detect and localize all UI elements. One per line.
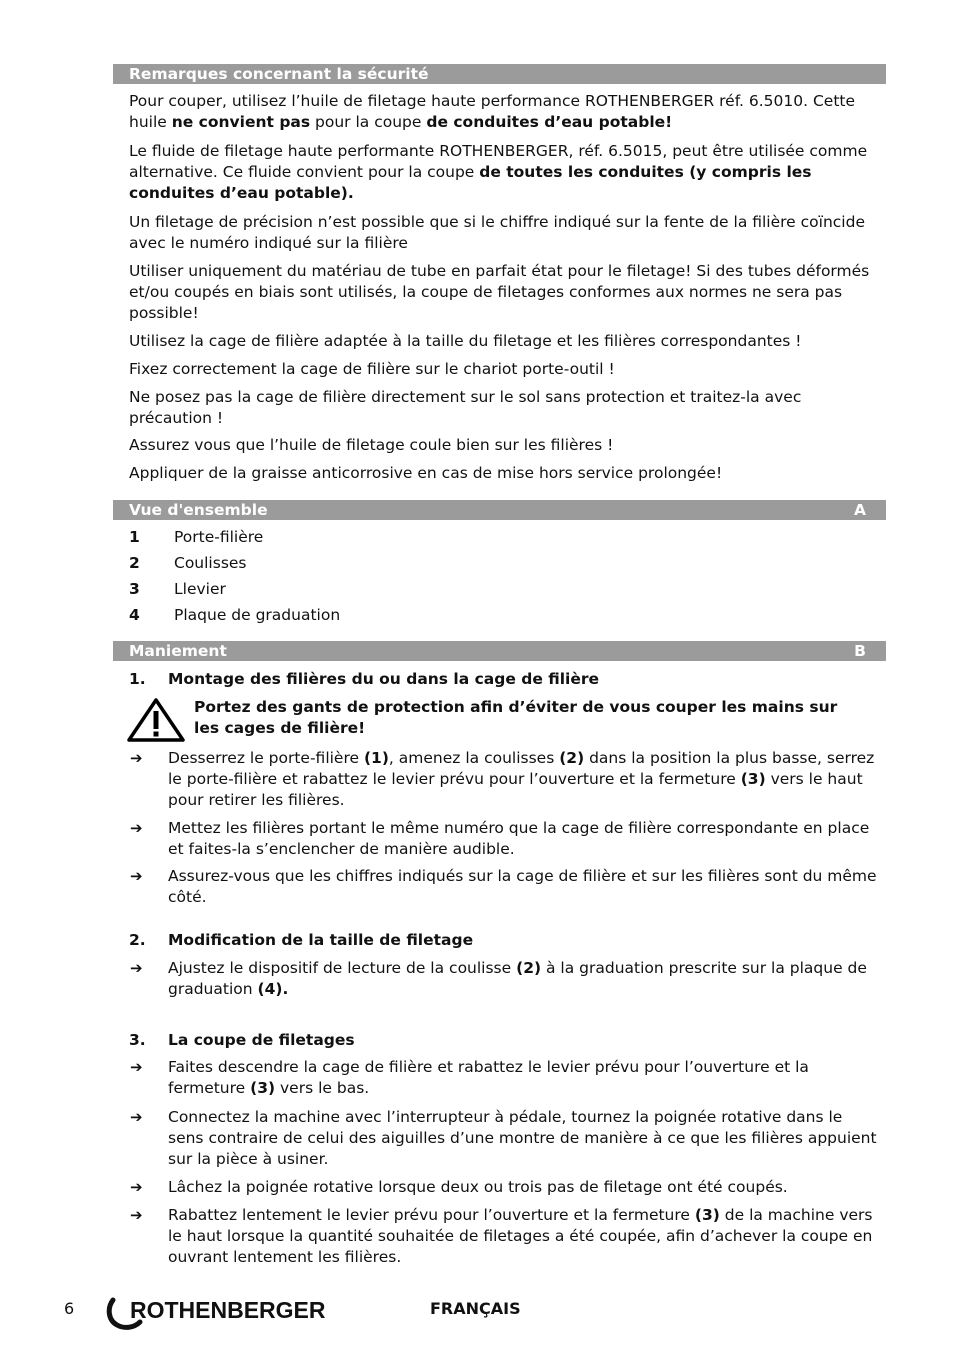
overview-item-number: 1 [129, 528, 140, 546]
instruction-step: Rabattez lentement le levier prévu pour l’ouverture et la fermeture (3) de la machine vers le haut lorsque la quantité souhaitée de filetages a été coupée, afin d’achever la coupe en ouvrant lentement les filières. [168, 1206, 873, 1266]
section-title: Maniement [129, 642, 227, 660]
instruction-step: Assurez-vous que les chiffres indiqués sur la cage de filière et sur les filières sont du même côté. [168, 867, 877, 906]
subsection-heading-1: 1. Montage des filières du ou dans la cage de filière [129, 670, 600, 688]
instruction-step: Connectez la machine avec l’interrupteur à pédale, tournez la poignée rotative dans le sens contraire de celui des aiguilles d’une montre de manière à ce que les filières appuient sur la pièce à usiner. [168, 1108, 877, 1168]
subsection-heading-3: 3. La coupe de filetages [129, 1031, 355, 1049]
overview-item-label: Porte-filière [174, 528, 264, 546]
overview-item-label: Llevier [174, 580, 226, 598]
rothenberger-logo [106, 1294, 346, 1332]
safety-paragraph-9: Appliquer de la graisse anticorrosive en cas de mise hors service prolongée! [129, 464, 723, 482]
section-header-handling [113, 641, 886, 661]
section-figure-letter: B [854, 642, 866, 660]
safety-paragraph-2: Le fluide de filetage haute performante ROTHENBERGER, réf. 6.5015, peut être utilisée comme alternative. Ce fluide convient pour la coupe de toutes les conduites (y compris les conduites d’eau potable). [129, 142, 868, 202]
arrow-right-icon: ➔ [130, 749, 143, 767]
instruction-step: Ajustez le dispositif de lecture de la coulisse (2) à la graduation prescrite sur la plaque de graduation (4). [168, 959, 867, 998]
overview-item-number: 2 [129, 554, 140, 572]
language-label: FRANÇAIS [430, 1299, 521, 1318]
safety-paragraph-6: Fixez correctement la cage de filière sur le chariot porte-outil ! [129, 360, 615, 378]
section-figure-letter: A [854, 501, 866, 519]
arrow-right-icon: ➔ [130, 959, 143, 977]
safety-paragraph-3: Un filetage de précision n’est possible que si le chiffre indiqué sur la fente de la filière coïncide avec le numéro indiqué sur la filière [129, 213, 865, 252]
safety-paragraph-4: Utiliser uniquement du matériau de tube en parfait état pour le filetage! Si des tubes déformés et/ou coupés en biais sont utilisés, la coupe de filetages conformes aux normes ne sera pas possible! [129, 262, 870, 322]
section-header-overview [113, 500, 886, 520]
arrow-right-icon: ➔ [130, 1108, 143, 1126]
overview-item-number: 3 [129, 580, 140, 598]
warning-triangle-icon [127, 698, 185, 742]
section-header-safety [113, 64, 886, 84]
safety-paragraph-8: Assurez vous que l’huile de filetage coule bien sur les filières ! [129, 436, 614, 454]
section-title: Remarques concernant la sécurité [129, 65, 429, 83]
safety-paragraph-7: Ne posez pas la cage de filière directement sur le sol sans protection et traitez-la avec précaution ! [129, 388, 802, 427]
instruction-step: Faites descendre la cage de filière et rabattez le levier prévu pour l’ouverture et la fermeture (3) vers le bas. [168, 1058, 809, 1097]
svg-text:ROTHENBERGER: ROTHENBERGER [130, 1297, 326, 1323]
overview-item-label: Plaque de graduation [174, 606, 341, 624]
arrow-right-icon: ➔ [130, 1178, 143, 1196]
page-number: 6 [64, 1299, 75, 1318]
arrow-right-icon: ➔ [130, 1206, 143, 1224]
warning-text: Portez des gants de protection afin d’éviter de vous couper les mains sur les cages de filière! [194, 698, 838, 737]
overview-item-label: Coulisses [174, 554, 247, 572]
safety-paragraph-5: Utilisez la cage de filière adaptée à la taille du filetage et les filières correspondantes ! [129, 332, 802, 350]
overview-item-number: 4 [129, 606, 140, 624]
instruction-step: Lâchez la poignée rotative lorsque deux ou trois pas de filetage ont été coupés. [168, 1178, 788, 1196]
arrow-right-icon: ➔ [130, 1058, 143, 1076]
instruction-step: Mettez les filières portant le même numéro que la cage de filière correspondante en place et faites-la s’enclencher de manière audible. [168, 819, 870, 858]
arrow-right-icon: ➔ [130, 867, 143, 885]
arrow-right-icon: ➔ [130, 819, 143, 837]
instruction-step: Desserrez le porte-filière (1), amenez la coulisses (2) dans la position la plus basse, serrez le porte-filière et rabattez le levier prévu pour l’ouverture et la fermeture (3) vers le haut pour retirer les filières. [168, 749, 875, 809]
safety-paragraph-1: Pour couper, utilisez l’huile de filetage haute performance ROTHENBERGER réf. 6.5010. Cette huile ne convient pas pour la coupe de conduites d’eau potable! [129, 92, 856, 131]
section-title: Vue d'ensemble [129, 501, 268, 519]
subsection-heading-2: 2. Modification de la taille de filetage [129, 931, 474, 949]
